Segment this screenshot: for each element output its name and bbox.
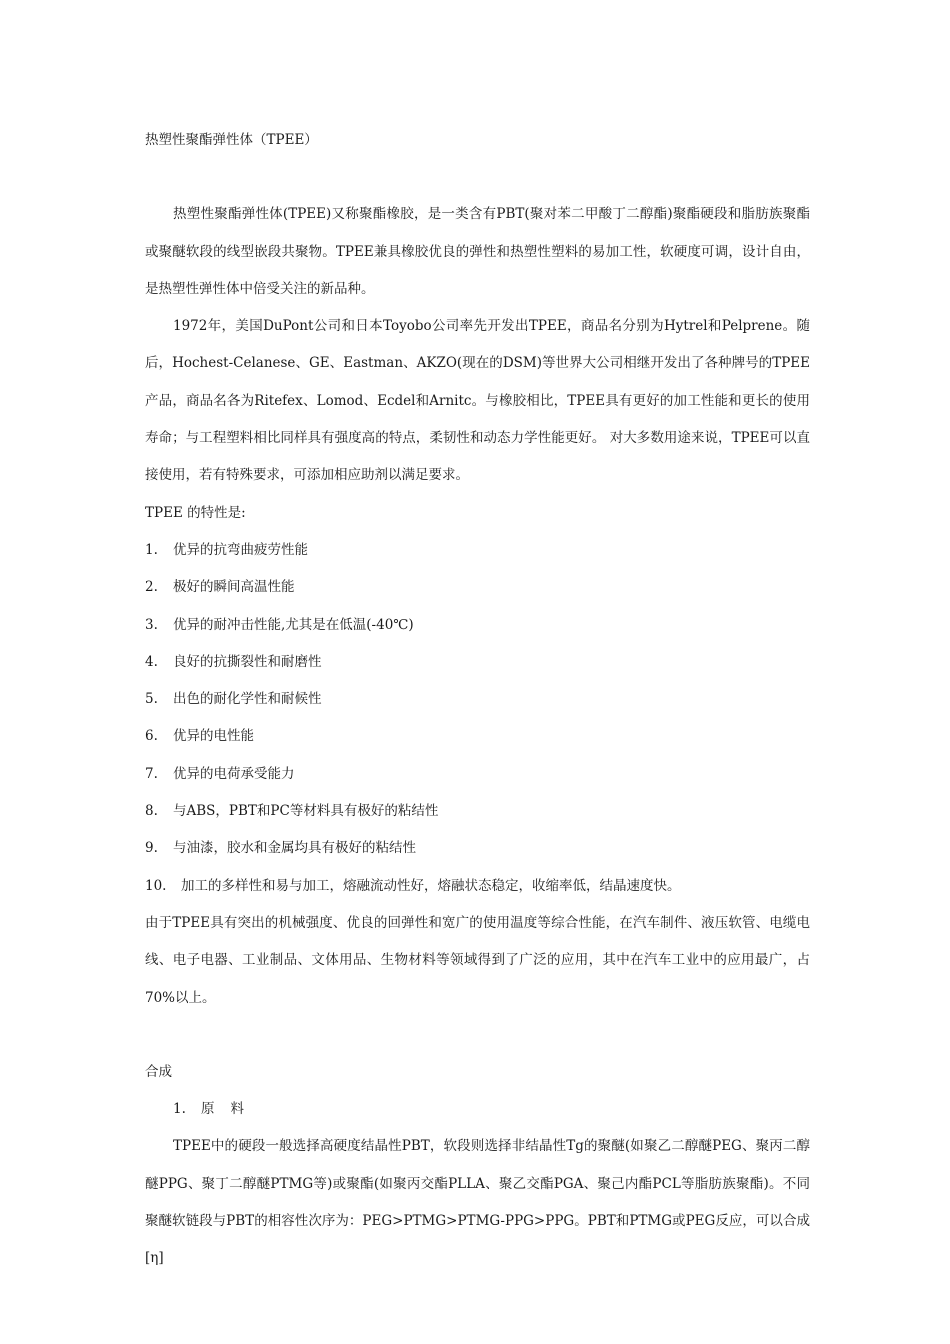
- subsection-label: 原料: [201, 1101, 260, 1118]
- applications-paragraph: 由于TPEE具有突出的机械强度、优良的回弹性和宽广的使用温度等综合性能，在汽车制件、液压软管、电缆电线、电子电器、工业制品、文体用品、生物材料等领域得到了广泛的应用，其中在汽车工业中的应用最广，占70%以上。: [145, 914, 810, 1006]
- history-paragraph: 1972年，美国DuPont公司和日本Toyobo公司率先开发出TPEE，商品名分别为Hytrel和Pelprene。随后，Hochest-Celanese、GE、Eastman、AKZO(现在的DSM)等世界大公司相继开发出了各种牌号的TPEE产品，商品名各为Ritefex、Lomod、Ecdel和Arnitc。与橡胶相比，TPEE具有更好的加工性能和更长的使用寿命；与工程塑料相比同样具有强度高的特点，柔韧性和动态力学性能更好。 对大多数用途来说，TPEE可以直接使用，若有特殊要求，可添加相应助剂以满足要求。: [145, 318, 810, 484]
- list-item-number: 10.: [145, 877, 167, 894]
- list-item-text: 优异的耐冲击性能,尤其是在低温(-40℃): [173, 616, 414, 633]
- list-item: [145, 868, 810, 905]
- list-item: [145, 607, 810, 644]
- list-item: [145, 569, 810, 606]
- list-item-number: 8.: [145, 803, 158, 820]
- list-item-text: 加工的多样性和易与加工，熔融流动性好，熔融状态稳定，收缩率低，结晶速度快。: [181, 877, 681, 894]
- list-item-text: 优异的电性能: [173, 728, 254, 745]
- synthesis-paragraph: TPEE中的硬段一般选择高硬度结晶性PBT，软段则选择非结晶性Tg的聚醚(如聚乙二醇醚PEG、聚丙二醇醚PPG、聚丁二醇醚PTMG等)或聚酯(如聚丙交酯PLLA、聚乙交酯PGA、聚己内酯PCL等脂肪族聚酯)。不同聚醚软链段与PBT的相容性次序为：PEG>PTMG>PTMG-PPG>PPG。PBT和PTMG或PEG反应，可以合成[η]: [145, 1138, 810, 1267]
- document-title: 热塑性聚酯弹性体（TPEE）: [145, 132, 318, 148]
- list-item-number: 4.: [145, 653, 158, 670]
- list-item: [145, 644, 810, 681]
- list-item-text: 良好的抗撕裂性和耐磨性: [173, 653, 322, 670]
- document-body: [145, 122, 810, 1278]
- list-item: [145, 793, 810, 830]
- list-item-number: 5.: [145, 691, 158, 708]
- list-item: [145, 756, 810, 793]
- list-item-text: 与油漆，胶水和金属均具有极好的粘结性: [173, 840, 416, 857]
- list-item: [145, 830, 810, 867]
- subsection-number: 1.: [173, 1101, 186, 1118]
- list-item-text: 极好的瞬间高温性能: [173, 579, 295, 596]
- section-heading-synthesis: 合成: [145, 1063, 172, 1080]
- list-item-text: 优异的抗弯曲疲劳性能: [173, 541, 308, 558]
- list-item-text: 出色的耐化学性和耐候性: [173, 691, 322, 708]
- list-item: [145, 532, 810, 569]
- list-item-number: 6.: [145, 728, 158, 745]
- list-item: [145, 681, 810, 718]
- list-item-number: 2.: [145, 579, 158, 596]
- list-item-number: 9.: [145, 840, 158, 857]
- list-item-text: 优异的电荷承受能力: [173, 765, 295, 782]
- list-item-number: 1.: [145, 541, 158, 558]
- spacer: [145, 1017, 810, 1054]
- spacer: [145, 159, 810, 196]
- subsection-heading-materials: [145, 1091, 810, 1128]
- intro-paragraph: 热塑性聚酯弹性体(TPEE)又称聚酯橡胶，是一类含有PBT(聚对苯二甲酸丁二醇酯)聚酯硬段和脂肪族聚酯或聚醚软段的线型嵌段共聚物。TPEE兼具橡胶优良的弹性和热塑性塑料的易加工性，软硬度可调，设计自由，是热塑性弹性体中倍受关注的新品种。: [145, 206, 810, 297]
- list-item-number: 3.: [145, 616, 158, 633]
- list-item: [145, 718, 810, 755]
- list-item-number: 7.: [145, 765, 158, 782]
- list-item-text: 与ABS，PBT和PC等材料具有极好的粘结性: [173, 803, 439, 820]
- properties-heading: TPEE 的特性是:: [145, 504, 246, 521]
- properties-list: [145, 532, 810, 905]
